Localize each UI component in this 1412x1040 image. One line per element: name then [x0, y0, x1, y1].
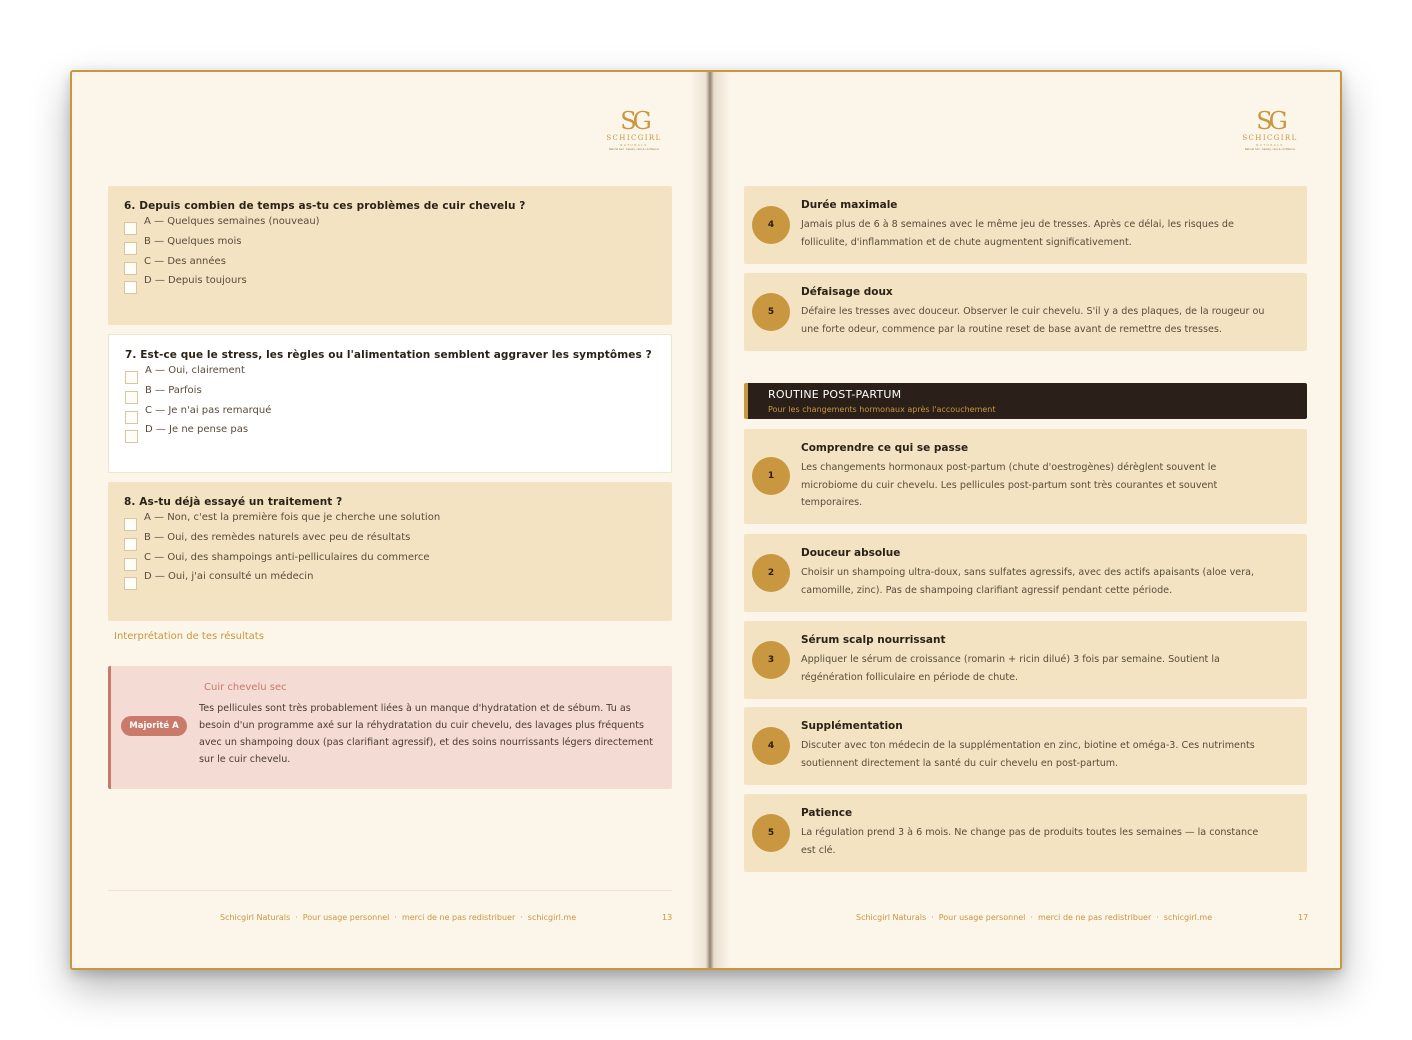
brand-logo [602, 108, 666, 152]
book-spine [690, 72, 730, 968]
checkbox[interactable] [124, 242, 137, 255]
step-number: 5 [752, 814, 790, 852]
step-title: Douceur absolue [801, 547, 901, 559]
option-label: D — Je ne pense pas [145, 424, 249, 436]
step-number: 1 [752, 457, 790, 495]
right-page [710, 72, 1342, 968]
option-row[interactable] [125, 424, 655, 444]
step-body: Défaire les tresses avec douceur. Observer le cuir chevelu. S'il y a des plaques, de la rougeur ou une forte odeur, commence par la routine reset de base avant de remettre des tresses. [801, 306, 1265, 335]
interpretation-heading: Interprétation de tes résultats [114, 631, 264, 642]
checkbox[interactable] [125, 391, 138, 404]
checkbox[interactable] [124, 222, 137, 235]
brand-monogram: SG [1256, 107, 1284, 135]
question-title: 7. Est-ce que le stress, les règles ou l'alimentation semblent aggraver les symptômes ? [125, 349, 652, 361]
result-card [108, 666, 672, 789]
question-8 [108, 482, 672, 621]
step-card [744, 707, 1307, 785]
question-7 [108, 334, 672, 473]
option-row[interactable] [124, 552, 656, 572]
brand-tagline: Natural hair · beauty, care & confidence [1244, 148, 1296, 151]
step-number: 4 [752, 206, 790, 244]
option-label: D — Depuis toujours [144, 275, 247, 287]
option-label: D — Oui, j'ai consulté un médecin [144, 571, 314, 583]
footer-site-link[interactable]: schicgirl.me [527, 913, 577, 922]
footer-brand: Schicgirl Naturals [220, 913, 291, 922]
checkbox[interactable] [125, 371, 138, 384]
result-badge: Majorité A [121, 716, 187, 736]
option-label: A — Oui, clairement [145, 365, 245, 376]
checkbox[interactable] [124, 262, 137, 275]
brand-name: SCHICGIRL [606, 134, 662, 142]
option-row[interactable] [124, 216, 656, 236]
option-label: B — Quelques mois [144, 235, 242, 247]
step-title: Durée maximale [801, 199, 898, 211]
option-row[interactable] [125, 385, 655, 405]
option-label: A — Non, c'est la première fois que je cherche une solution [144, 512, 441, 523]
step-title: Défaisage doux [801, 286, 893, 298]
checkbox[interactable] [124, 558, 137, 571]
step-body: Appliquer le sérum de croissance (romarin + ricin dilué) 3 fois par semaine. Soutient la régénération folliculaire en période de chute. [801, 654, 1220, 683]
brand-logo [1238, 108, 1302, 152]
checkbox[interactable] [125, 430, 138, 443]
option-row[interactable] [124, 256, 656, 276]
step-card [744, 794, 1307, 872]
brand-tagline: Natural hair · beauty, care & confidence [608, 148, 660, 151]
option-row[interactable] [124, 512, 656, 532]
checkbox[interactable] [124, 518, 137, 531]
option-row[interactable] [124, 532, 656, 552]
footer-notice: merci de ne pas redistribuer [1037, 913, 1152, 922]
step-number: 2 [752, 554, 790, 592]
option-label: C — Des années [144, 255, 226, 267]
option-row[interactable] [125, 405, 655, 425]
step-body: Discuter avec ton médecin de la supplémentation en zinc, biotine et oméga-3. Ces nutriments soutiennent directement la santé du cuir chevelu en post-partum. [801, 740, 1255, 769]
step-title: Supplémentation [801, 720, 903, 732]
brand-monogram: SG [620, 107, 648, 135]
step-card [744, 186, 1307, 264]
footer-site-link[interactable]: schicgirl.me [1163, 913, 1213, 922]
option-row[interactable] [125, 365, 655, 385]
step-card [744, 534, 1307, 612]
brand-subline: NATURALS [1256, 143, 1284, 147]
page-footer: Schicgirl Naturals · Pour usage personnel · merci de ne pas redistribuer · schicgirl.me [220, 913, 577, 922]
footer-use: Pour usage personnel [938, 913, 1026, 922]
footer-use: Pour usage personnel [302, 913, 390, 922]
section-header [744, 383, 1307, 419]
step-card [744, 621, 1307, 699]
checkbox[interactable] [124, 577, 137, 590]
section-title: ROUTINE POST-PARTUM [768, 388, 902, 401]
option-label: A — Quelques semaines (nouveau) [144, 216, 320, 227]
page-footer: Schicgirl Naturals · Pour usage personnel · merci de ne pas redistribuer · schicgirl.me [856, 913, 1213, 922]
step-body: Jamais plus de 6 à 8 semaines avec le même jeu de tresses. Après ce délai, les risques de folliculite, d'inflammation et de chute augmentent significativement. [801, 219, 1234, 248]
checkbox[interactable] [124, 538, 137, 551]
section-subtitle: Pour les changements hormonaux après l'accouchement [768, 405, 996, 414]
step-number: 4 [752, 727, 790, 765]
option-row[interactable] [124, 275, 656, 295]
step-title: Comprendre ce qui se passe [801, 442, 969, 454]
step-body: Les changements hormonaux post-partum (chute d'oestrogènes) dérèglent souvent le microbiome du cuir chevelu. Les pellicules post-partum sont très courantes et souvent temporaires. [801, 462, 1218, 508]
step-title: Sérum scalp nourrissant [801, 634, 946, 646]
step-body: Choisir un shampoing ultra-doux, sans sulfates agressifs, avec des actifs apaisants (aloe vera, camomille, zinc). Pas de shampoing clarifiant agressif pendant cette période. [801, 567, 1255, 596]
footer-brand: Schicgirl Naturals [856, 913, 927, 922]
option-label: C — Je n'ai pas remarqué [145, 404, 272, 416]
option-row[interactable] [124, 236, 656, 256]
result-title: Cuir chevelu sec [204, 682, 287, 693]
step-number: 5 [752, 293, 790, 331]
open-book [70, 70, 1342, 970]
option-label: B — Oui, des remèdes naturels avec peu de résultats [144, 531, 411, 543]
brand-name: SCHICGIRL [1242, 134, 1298, 142]
question-title: 8. As-tu déjà essayé un traitement ? [124, 496, 343, 508]
option-row[interactable] [124, 571, 656, 591]
checkbox[interactable] [125, 411, 138, 424]
footer-notice: merci de ne pas redistribuer [401, 913, 516, 922]
option-label: C — Oui, des shampoings anti-pelliculaires du commerce [144, 551, 430, 563]
brand-subline: NATURALS [620, 143, 648, 147]
step-body: La régulation prend 3 à 6 mois. Ne change pas de produits toutes les semaines — la constance est clé. [801, 827, 1259, 856]
option-label: B — Parfois [145, 384, 202, 396]
question-title: 6. Depuis combien de temps as-tu ces problèmes de cuir chevelu ? [124, 200, 526, 212]
left-page [72, 72, 710, 968]
footer-divider [108, 890, 672, 891]
step-title: Patience [801, 807, 853, 819]
page-number: 13 [662, 913, 673, 922]
step-card [744, 273, 1307, 351]
checkbox[interactable] [124, 281, 137, 294]
step-card [744, 429, 1307, 524]
question-6 [108, 186, 672, 325]
step-number: 3 [752, 641, 790, 679]
result-body: Tes pellicules sont très probablement liées à un manque d'hydratation et de sébum. Tu as besoin d'un programme axé sur la réhydratation du cuir chevelu, des lavages plus fréquents avec un shampoing doux (pas clarifiant agressif), et des soins nourrissants légers directement sur le cuir chevelu. [199, 703, 653, 765]
page-number: 17 [1298, 913, 1309, 922]
